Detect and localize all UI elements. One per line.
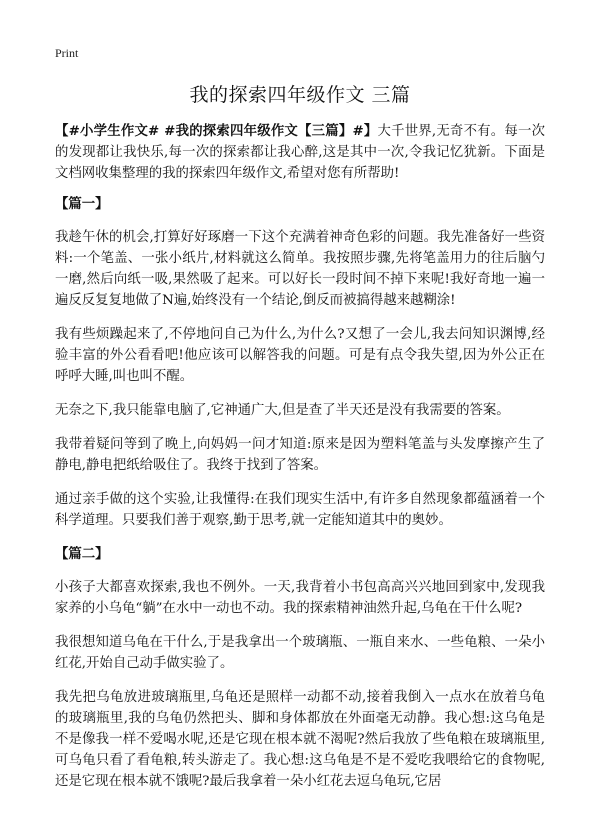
section-1-paragraph-3: 无奈之下,我只能靠电脑了,它神通广大,但是查了半天还是没有我需要的答案。 [55,403,510,418]
page-title: 我的探索四年级作文 三篇 [189,84,411,106]
section-2-paragraph-3: 我先把乌龟放进玻璃瓶里,乌龟还是照样一动都不动,接着我倒入一点水在放着乌龟的玻璃瓶里,我的乌龟仍然把头、脚和身体都放在外面毫无动静。我心想:这乌龟是不是像我一样不爱喝水呢,还是它现在根本就不渴呢?然后我放了些龟粮在玻璃瓶里,可乌龟只看了看龟粮,转头游走了。我心想:这乌龟是不是不爱吃我喂给它的食物呢,还是它现在根本就不饿呢?最后我拿着一朵小红花去逗乌龟玩,它居 [55,690,545,789]
section-heading-2: 【篇二】 [55,546,109,562]
section-1-paragraph-5: 通过亲手做的这个实验,让我懂得:在我们现实生活中,有许多自然现象都蕴涵着一个科学道理。只要我们善于观察,勤于思考,就一定能知道其中的奥妙。 [55,492,545,528]
section-1-paragraph-1: 我趁午休的机会,打算好好琢磨一下这个充满着神奇色彩的问题。我先准备好一些资料:一个笔盖、一张小纸片,材料就这么简单。我按照步骤,先将笔盖用力的往后脑勺一磨,然后向纸一吸,果然吸了起来。可以好长一段时间不掉下来呢!我好奇地一遍一遍反反复复地做了N遍,始终没有一个结论,倒反而被搞得越来越糊涂! [55,230,545,308]
document-page [55,80,545,805]
intro-paragraph [55,121,545,184]
intro-tag: 【#小学生作文# #我的探索四年级作文【三篇】#】 [55,123,378,139]
section-1-paragraph-4: 我带着疑问等到了晚上,向妈妈一问才知道:原来是因为塑料笔盖与头发摩擦产生了静电,静电把纸给吸住了。我终于找到了答案。 [55,437,545,473]
section-2-paragraph-1: 小孩子大都喜欢探索,我也不例外。一天,我背着小书包高高兴兴地回到家中,发现我家养的小乌龟“躺”在水中一动也不动。我的探索精神油然升起,乌龟在干什么呢? [55,580,545,616]
print-label: Print [55,46,79,60]
section-1-paragraph-2: 我有些烦躁起来了,不停地问自己为什么,为什么?又想了一会儿,我去问知识渊博,经验丰富的外公看看吧!他应该可以解答我的问题。可是有点令我失望,因为外公正在呼呼大睡,叫也叫不醒。 [55,327,545,384]
section-heading-1: 【篇一】 [55,196,109,212]
section-2-paragraph-2: 我很想知道乌龟在干什么,于是我拿出一个玻璃瓶、一瓶自来水、一些龟粮、一朵小红花,开始自己动手做实验了。 [55,635,545,671]
intro-text: 大千世界,无奇不有。每一次的发现都让我快乐,每一次的探索都让我心醉,这是其中一次,令我记忆犹新。下面是文档网收集整理的我的探索四年级作文,希望对您有所帮助! [55,124,545,181]
